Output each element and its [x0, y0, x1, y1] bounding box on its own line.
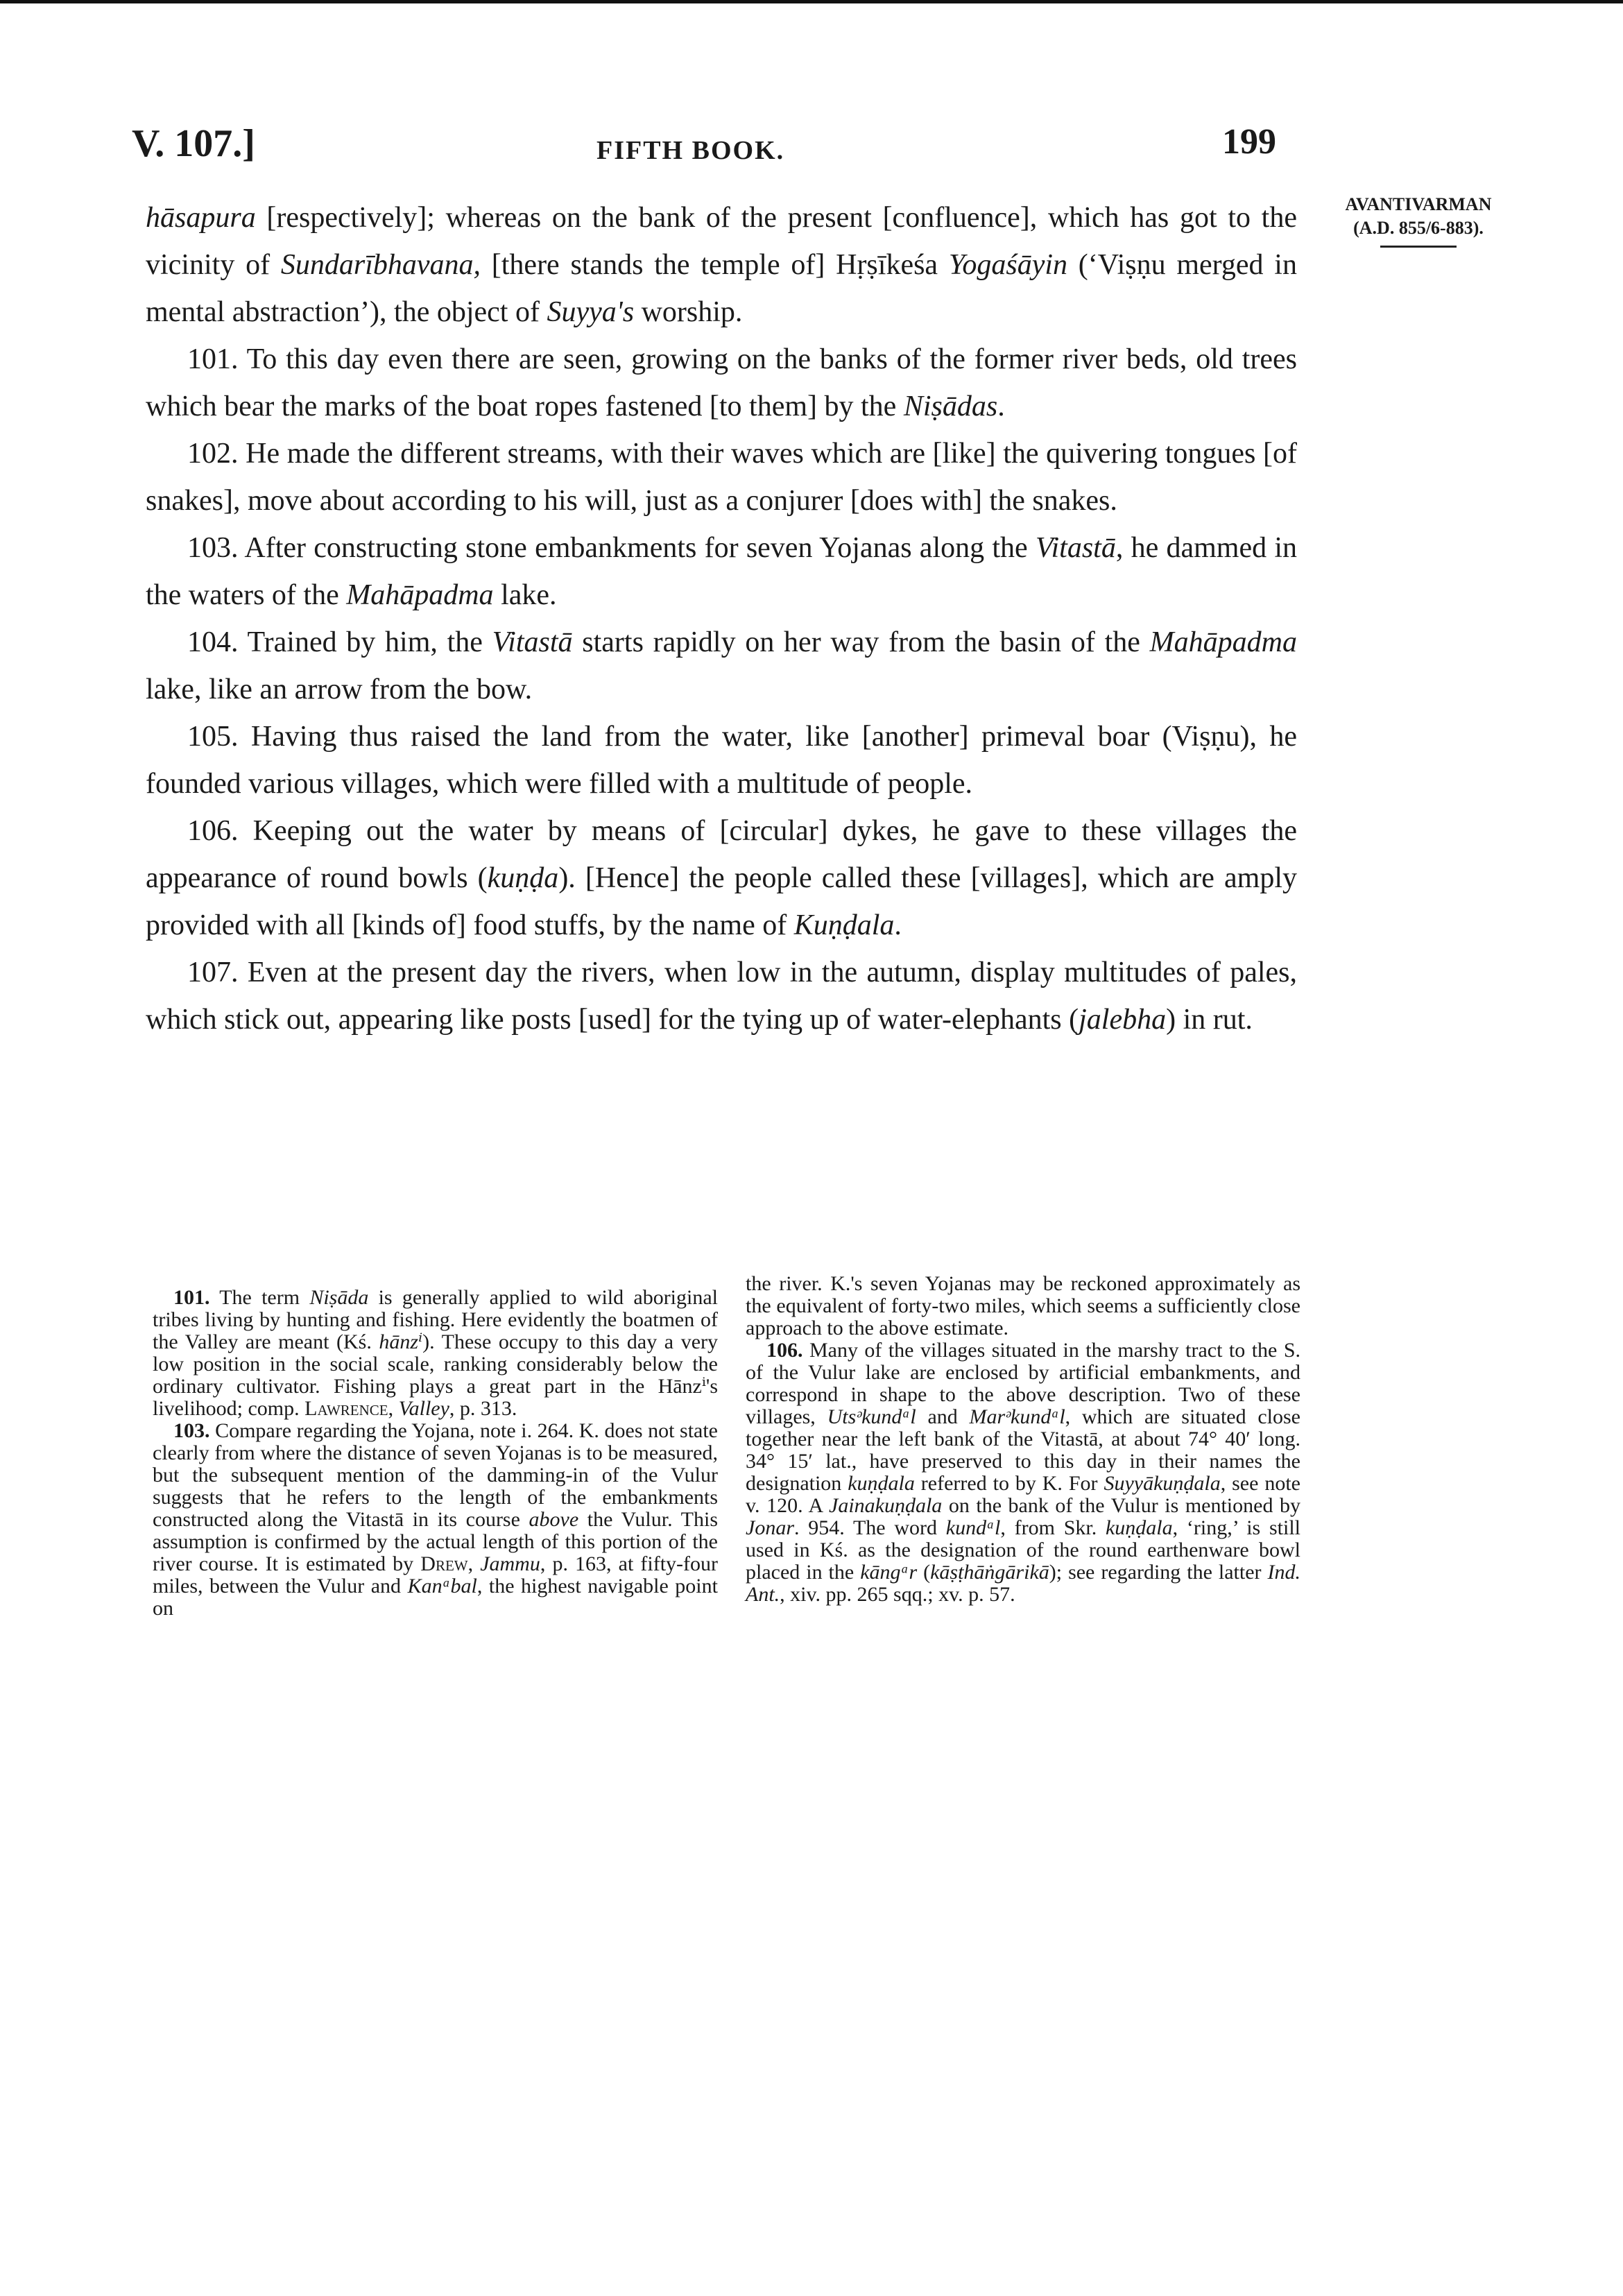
margin-note-king: AVANTIVARMAN [1345, 194, 1492, 214]
verse-102: 102. He made the different streams, with their waves which are [like] the quivering tongues [of snakes], move about according to his will, just as a conjurer [does with] the snakes. [146, 438, 1297, 517]
margin-note-date: (A.D. 855/6-883). [1353, 218, 1484, 238]
page-top-border [0, 0, 1623, 3]
verse-number: 105. [187, 721, 239, 753]
footnote-103-continued: the river. K.'s seven Yojanas may be reckoned approximately as the equivalent of forty-two miles, which seems a sufficiently close approach to the above estimate. [746, 1272, 1300, 1339]
verse-101: 101. To this day even there are seen, growing on the banks of the former river beds, old trees which bear the marks of the boat ropes fastened [to them] by the Niṣādas. [146, 343, 1297, 422]
verse-number: 107. [187, 957, 239, 988]
footnote-number: 106. [766, 1339, 803, 1362]
page-header [132, 121, 1283, 177]
footnote-number: 103. [173, 1419, 210, 1442]
footnotes-right-column [746, 1273, 1300, 1606]
page-number: 199 [1222, 122, 1276, 162]
continuation-paragraph: hāsapura [respectively]; whereas on the bank of the present [confluence], which has got to the vicinity of Sundarībhavana, [there stands the temple of] Hṛṣīkeśa Yogaśāyin (‘Viṣṇu merged in mental abstraction’), the object of Suyya's worship. [146, 202, 1297, 328]
footnotes-left-column [153, 1287, 718, 1620]
verse-number: 102. [187, 438, 239, 470]
footnote-number: 101. [173, 1286, 210, 1309]
running-title: FIFTH BOOK. [596, 136, 785, 165]
margin-note-rule [1380, 246, 1457, 248]
verse-105: 105. Having thus raised the land from the water, like [another] primeval boar (Viṣṇu), he founded various villages, which were filled with a multitude of people. [146, 721, 1297, 800]
main-text [146, 194, 1297, 1043]
verse-number: 101. [187, 343, 239, 375]
verse-number: 103. [187, 532, 239, 564]
verse-107: 107. Even at the present day the rivers, when low in the autumn, display multitudes of pales, which stick out, appearing like posts [used] for the tying up of water-elephants (jalebha) in rut. [146, 957, 1297, 1036]
verse-number: 104. [187, 626, 239, 658]
verse-range-label: V. 107.] [132, 122, 255, 165]
footnote-101: 101. The term Niṣāda is generally applied to wild aboriginal tribes living by hunting and fishing. Here evidently the boatmen of the Valley are meant (Kś. hānzⁱ). These occupy to this day a very low position in the social scale, ranking considerably below the ordinary cultivator. Fishing plays a great part in the Hānzⁱ's livelihood; comp. Lawrence, Valley, p. 313. [153, 1286, 719, 1420]
verse-104: 104. Trained by him, the Vitastā starts rapidly on her way from the basin of the Mahāpadma lake, like an arrow from the bow. [146, 626, 1297, 705]
verse-number: 106. [187, 815, 239, 847]
margin-note [1314, 193, 1522, 248]
footnote-103: 103. Compare regarding the Yojana, note i. 264. K. does not state clearly from where the distance of seven Yojanas is to be measured, but the subsequent mention of the damming-in of the Vulur suggests that he refers to the length of the embankments constructed along the Vitastā in its course above the Vulur. This assumption is confirmed by the actual length of this portion of the river course. It is estimated by Drew, Jammu, p. 163, at fifty-four miles, between the Vulur and Kanᵃbal, the highest navigable point on [153, 1419, 718, 1620]
verse-106: 106. Keeping out the water by means of [circular] dykes, he gave to these villages the appearance of round bowls (kuṇḍa). [Hence] the people called these [villages], which are amply provided with all [kinds of] food stuffs, by the name of Kuṇḍala. [146, 815, 1297, 941]
verse-103: 103. After constructing stone embankments for seven Yojanas along the Vitastā, he dammed in the waters of the Mahāpadma lake. [146, 532, 1298, 611]
footnote-106: 106. Many of the villages situated in the marshy tract to the S. of the Vulur lake are enclosed by artificial embankments, and correspond in shape to the above description. Two of these villages, Utsᵊkundᵃl and Marᵊkundᵃl, which are situated close together near the left bank of the Vitastā, at about 74° 40′ long. 34° 15′ lat., have preserved to this day in their names the designation kuṇḍala referred to by K. For Suyyākuṇḍala, see note v. 120. A Jainakuṇḍala on the bank of the Vulur is mentioned by Jonar. 954. The word kundᵃl, from Skr. kuṇḍala, ‘ring,’ is still used in Kś. as the designation of the round earthenware bowl placed in the kāngᵃr (kāṣṭhāṅgārikā); see regarding the latter Ind. Ant., xiv. pp. 265 sqq.; xv. p. 57. [746, 1339, 1300, 1606]
